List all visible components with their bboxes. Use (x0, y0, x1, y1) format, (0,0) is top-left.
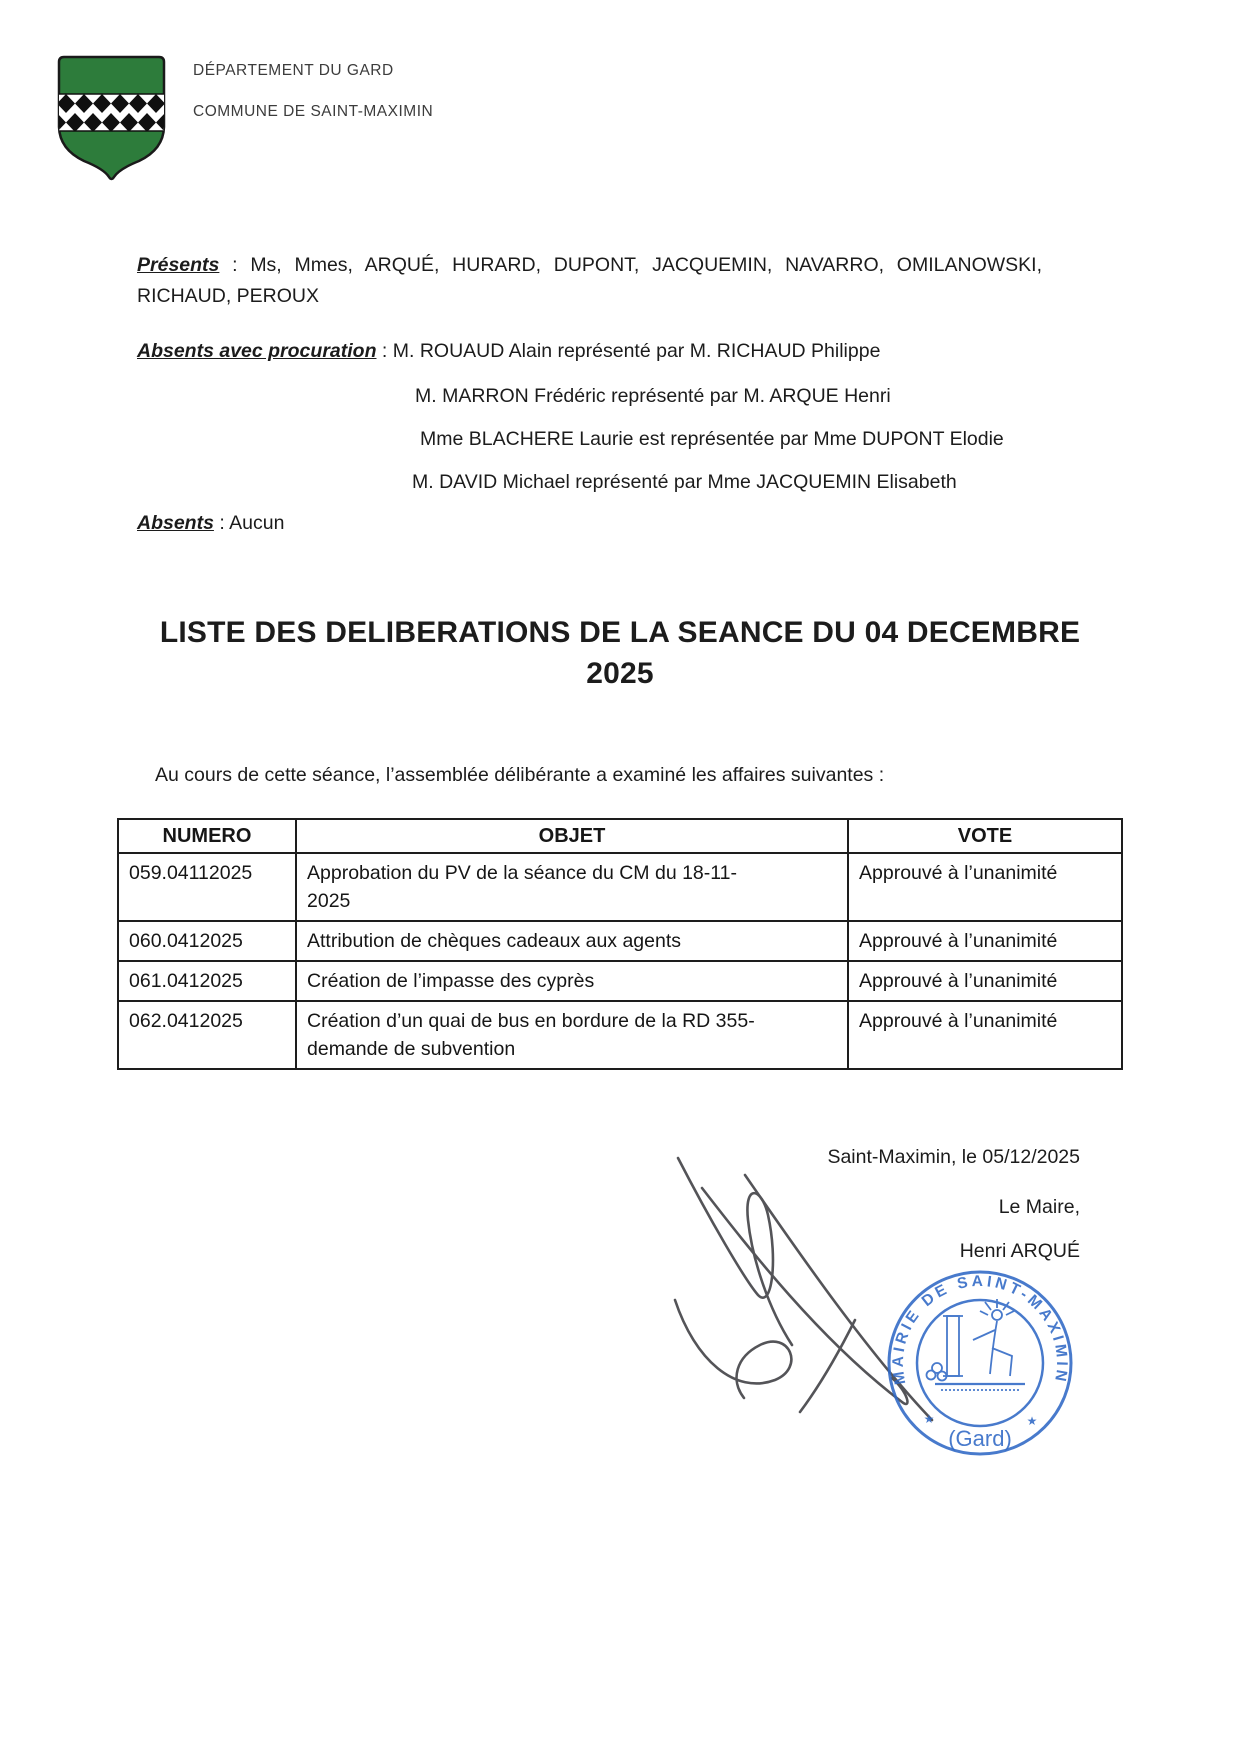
objet-text: Attribution de chèques cadeaux aux agents (307, 930, 682, 952)
signer-role: Le Maire, (998, 1196, 1080, 1218)
procuration-label: Absents avec procuration (137, 340, 377, 362)
absents-label: Absents (137, 512, 214, 534)
presents-separator: : (219, 254, 251, 276)
stamp-ring-text: MAIRIE DE SAINT-MAXIMIN (889, 1272, 1071, 1386)
document-title-line2: 2025 (586, 657, 654, 690)
cell-objet (296, 853, 848, 921)
objet-text: Approbation du PV de la séance du CM du 18-11-2025 (307, 862, 737, 912)
objet-text: Création d’un quai de bus en bordure de la RD 355- demande de subvention (307, 1010, 755, 1060)
table-row (118, 961, 1122, 1001)
table-header-row (118, 819, 1122, 853)
cell-objet (296, 961, 848, 1001)
presents-line1 (137, 250, 1042, 281)
table-row (118, 1001, 1122, 1069)
cell-objet (296, 1001, 848, 1069)
presents-label: Présents (137, 254, 220, 276)
document-title-line1: LISTE DES DELIBERATIONS DE LA SEANCE DU 04 DECEMBRE (159, 616, 1081, 649)
procuration-entry-2: M. MARRON Frédéric représenté par M. ARQUE Henri (415, 385, 891, 407)
table-row (118, 921, 1122, 961)
cell-numero: 059.04112025 (118, 853, 296, 921)
commune-coat-of-arms-icon (55, 54, 168, 184)
absents-value: Aucun (229, 512, 285, 534)
place-and-date: Saint-Maximin, le 05/12/2025 (827, 1146, 1080, 1168)
stamp-star-right-icon: ★ (1026, 1414, 1038, 1428)
document-title (100, 612, 1140, 694)
stamp-bottom-text: (Gard) (948, 1426, 1012, 1451)
signer-name: Henri ARQUÉ (959, 1240, 1080, 1262)
col-header-objet: OBJET (296, 819, 848, 853)
mairie-stamp (885, 1268, 1075, 1458)
intro-sentence: Au cours de cette séance, l’assemblée délibérante a examiné les affaires suivantes : (155, 764, 885, 786)
presents-paragraph (137, 250, 1042, 312)
objet-text: Création de l’impasse des cyprès (307, 970, 595, 992)
cell-objet (296, 921, 848, 961)
procuration-entry-4: M. DAVID Michael représenté par Mme JACQUEMIN Elisabeth (412, 471, 957, 493)
cell-numero: 062.0412025 (118, 1001, 296, 1069)
procuration-entry-3: Mme BLACHERE Laurie est représentée par Mme DUPONT Elodie (420, 428, 1004, 450)
deliberations-table (117, 818, 1123, 1070)
stamp-star-left-icon: ★ (923, 1412, 935, 1426)
col-header-numero: NUMERO (118, 819, 296, 853)
cell-numero: 061.0412025 (118, 961, 296, 1001)
procuration-separator: : (376, 340, 393, 362)
cell-numero: 060.0412025 (118, 921, 296, 961)
cell-vote: Approuvé à l’unanimité (848, 921, 1122, 961)
cell-vote: Approuvé à l’unanimité (848, 961, 1122, 1001)
cell-vote: Approuvé à l’unanimité (848, 853, 1122, 921)
department-name: DÉPARTEMENT DU GARD (193, 62, 394, 79)
absents-separator: : (213, 512, 230, 534)
absents-line (137, 508, 284, 539)
commune-name: COMMUNE DE SAINT-MAXIMIN (193, 103, 434, 120)
col-header-vote: VOTE (848, 819, 1122, 853)
table-row (118, 853, 1122, 921)
procuration-line1 (137, 336, 880, 367)
cell-vote: Approuvé à l’unanimité (848, 1001, 1122, 1069)
procuration-entry-1: M. ROUAUD Alain représenté par M. RICHAUD Philippe (392, 340, 881, 362)
presents-names-line2: RICHAUD, PEROUX (137, 285, 320, 307)
presents-names-line1: Ms, Mmes, ARQUÉ, HURARD, DUPONT, JACQUEMIN, NAVARRO, OMILANOWSKI, (250, 254, 1042, 276)
